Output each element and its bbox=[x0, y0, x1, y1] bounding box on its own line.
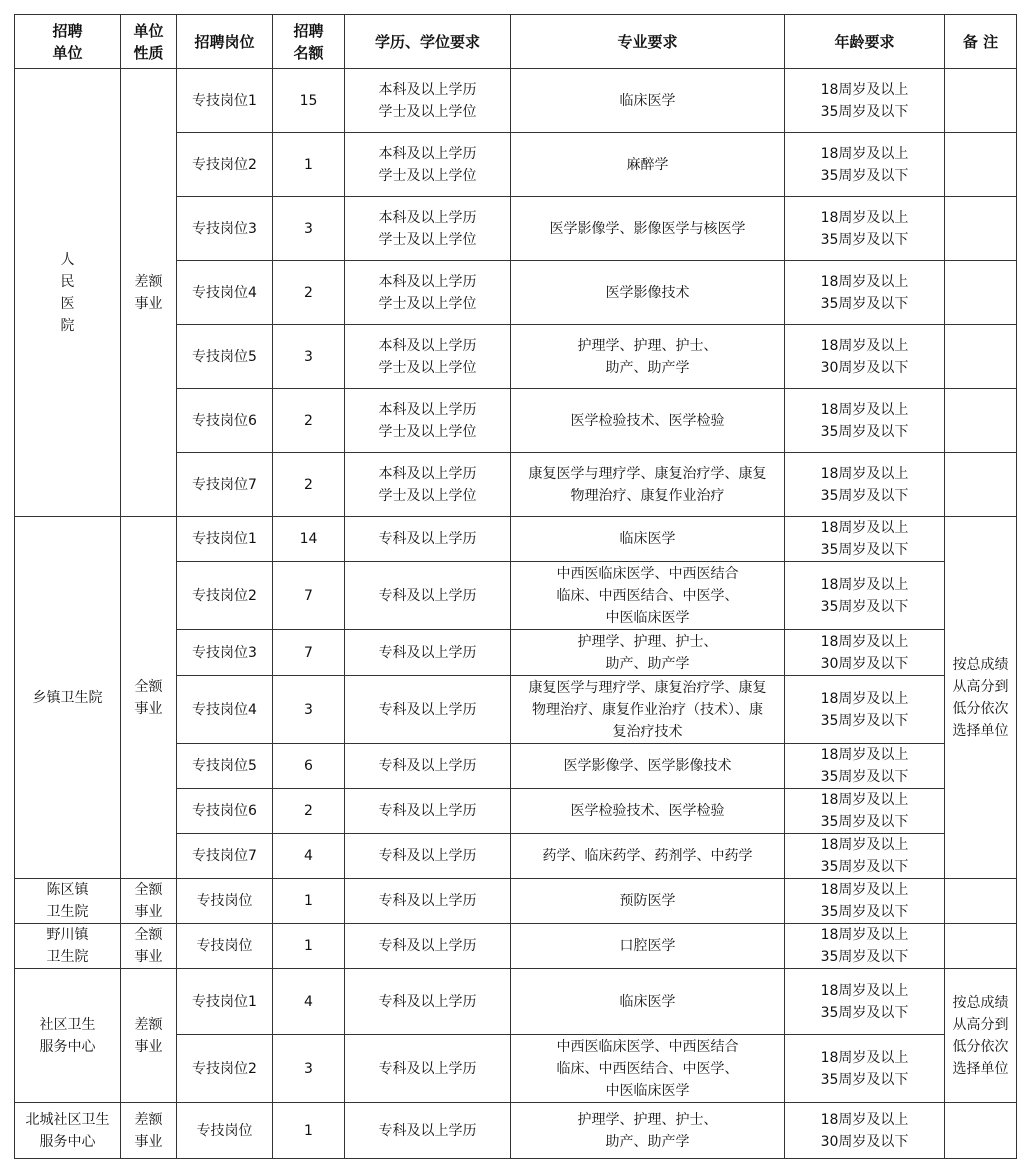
major-cell: 临床医学 bbox=[511, 969, 785, 1035]
position-cell: 专技岗位 bbox=[177, 879, 273, 924]
position-cell: 专技岗位4 bbox=[177, 261, 273, 325]
quota-cell: 7 bbox=[273, 630, 345, 676]
age-cell: 18周岁及以上 35周岁及以下 bbox=[785, 133, 945, 197]
major-cell: 护理学、护理、护士、 助产、助产学 bbox=[511, 630, 785, 676]
position-cell: 专技岗位3 bbox=[177, 630, 273, 676]
education-cell: 本科及以上学历 学士及以上学位 bbox=[345, 133, 511, 197]
nature-cell: 差额 事业 bbox=[121, 69, 177, 517]
header-remark: 备 注 bbox=[945, 15, 1017, 69]
position-cell: 专技岗位2 bbox=[177, 1035, 273, 1103]
position-cell: 专技岗位7 bbox=[177, 453, 273, 517]
position-cell: 专技岗位1 bbox=[177, 517, 273, 562]
quota-cell: 1 bbox=[273, 879, 345, 924]
age-cell: 18周岁及以上 30周岁及以下 bbox=[785, 1103, 945, 1159]
unit-cell: 野川镇 卫生院 bbox=[15, 924, 121, 969]
nature-cell: 全额 事业 bbox=[121, 879, 177, 924]
age-cell: 18周岁及以上 35周岁及以下 bbox=[785, 969, 945, 1035]
unit-cell: 陈区镇 卫生院 bbox=[15, 879, 121, 924]
remark-cell bbox=[945, 133, 1017, 197]
age-cell: 18周岁及以上 35周岁及以下 bbox=[785, 517, 945, 562]
header-education: 学历、学位要求 bbox=[345, 15, 511, 69]
table-row bbox=[15, 879, 1017, 924]
remark-cell bbox=[945, 389, 1017, 453]
education-cell: 本科及以上学历 学士及以上学位 bbox=[345, 261, 511, 325]
education-cell: 本科及以上学历 学士及以上学位 bbox=[345, 197, 511, 261]
education-cell: 专科及以上学历 bbox=[345, 630, 511, 676]
quota-cell: 3 bbox=[273, 197, 345, 261]
recruitment-table bbox=[14, 14, 1017, 1159]
quota-cell: 4 bbox=[273, 834, 345, 879]
position-cell: 专技岗位1 bbox=[177, 69, 273, 133]
unit-cell: 乡镇卫生院 bbox=[15, 517, 121, 879]
position-cell: 专技岗位1 bbox=[177, 969, 273, 1035]
education-cell: 专科及以上学历 bbox=[345, 879, 511, 924]
quota-cell: 7 bbox=[273, 562, 345, 630]
quota-cell: 15 bbox=[273, 69, 345, 133]
quota-cell: 2 bbox=[273, 453, 345, 517]
position-cell: 专技岗位6 bbox=[177, 389, 273, 453]
position-cell: 专技岗位3 bbox=[177, 197, 273, 261]
table-row bbox=[15, 1103, 1017, 1159]
header-position: 招聘岗位 bbox=[177, 15, 273, 69]
major-cell: 医学影像技术 bbox=[511, 261, 785, 325]
quota-cell: 6 bbox=[273, 744, 345, 789]
remark-cell bbox=[945, 69, 1017, 133]
position-cell: 专技岗位2 bbox=[177, 133, 273, 197]
education-cell: 本科及以上学历 学士及以上学位 bbox=[345, 389, 511, 453]
major-cell: 口腔医学 bbox=[511, 924, 785, 969]
age-cell: 18周岁及以上 35周岁及以下 bbox=[785, 676, 945, 744]
major-cell: 药学、临床药学、药剂学、中药学 bbox=[511, 834, 785, 879]
remark-cell bbox=[945, 325, 1017, 389]
major-cell: 麻醉学 bbox=[511, 133, 785, 197]
education-cell: 专科及以上学历 bbox=[345, 789, 511, 834]
nature-cell: 差额 事业 bbox=[121, 1103, 177, 1159]
table-row bbox=[15, 969, 1017, 1035]
unit-cell: 北城社区卫生 服务中心 bbox=[15, 1103, 121, 1159]
remark-cell bbox=[945, 879, 1017, 924]
table-row bbox=[15, 924, 1017, 969]
age-cell: 18周岁及以上 35周岁及以下 bbox=[785, 389, 945, 453]
age-cell: 18周岁及以上 35周岁及以下 bbox=[785, 69, 945, 133]
quota-cell: 2 bbox=[273, 389, 345, 453]
age-cell: 18周岁及以上 35周岁及以下 bbox=[785, 562, 945, 630]
major-cell: 临床医学 bbox=[511, 517, 785, 562]
position-cell: 专技岗位6 bbox=[177, 789, 273, 834]
major-cell: 康复医学与理疗学、康复治疗学、康复 物理治疗、康复作业治疗 bbox=[511, 453, 785, 517]
education-cell: 专科及以上学历 bbox=[345, 562, 511, 630]
age-cell: 18周岁及以上 35周岁及以下 bbox=[785, 879, 945, 924]
education-cell: 专科及以上学历 bbox=[345, 1035, 511, 1103]
education-cell: 专科及以上学历 bbox=[345, 834, 511, 879]
age-cell: 18周岁及以上 35周岁及以下 bbox=[785, 1035, 945, 1103]
major-cell: 医学影像学、医学影像技术 bbox=[511, 744, 785, 789]
remark-cell bbox=[945, 1103, 1017, 1159]
header-unit: 招聘 单位 bbox=[15, 15, 121, 69]
major-cell: 护理学、护理、护士、 助产、助产学 bbox=[511, 1103, 785, 1159]
age-cell: 18周岁及以上 35周岁及以下 bbox=[785, 453, 945, 517]
major-cell: 中西医临床医学、中西医结合 临床、中西医结合、中医学、 中医临床医学 bbox=[511, 562, 785, 630]
education-cell: 专科及以上学历 bbox=[345, 924, 511, 969]
major-cell: 中西医临床医学、中西医结合 临床、中西医结合、中医学、 中医临床医学 bbox=[511, 1035, 785, 1103]
remark-cell: 按总成绩 从高分到 低分依次 选择单位 bbox=[945, 517, 1017, 879]
major-cell: 康复医学与理疗学、康复治疗学、康复 物理治疗、康复作业治疗（技术）、康 复治疗技术 bbox=[511, 676, 785, 744]
quota-cell: 2 bbox=[273, 789, 345, 834]
position-cell: 专技岗位 bbox=[177, 924, 273, 969]
table-row bbox=[15, 517, 1017, 562]
education-cell: 本科及以上学历 学士及以上学位 bbox=[345, 69, 511, 133]
position-cell: 专技岗位7 bbox=[177, 834, 273, 879]
major-cell: 预防医学 bbox=[511, 879, 785, 924]
age-cell: 18周岁及以上 30周岁及以下 bbox=[785, 325, 945, 389]
position-cell: 专技岗位4 bbox=[177, 676, 273, 744]
quota-cell: 1 bbox=[273, 1103, 345, 1159]
education-cell: 专科及以上学历 bbox=[345, 969, 511, 1035]
nature-cell: 全额 事业 bbox=[121, 924, 177, 969]
remark-cell bbox=[945, 924, 1017, 969]
nature-cell: 全额 事业 bbox=[121, 517, 177, 879]
education-cell: 本科及以上学历 学士及以上学位 bbox=[345, 453, 511, 517]
header-row bbox=[15, 15, 1017, 69]
remark-cell: 按总成绩 从高分到 低分依次 选择单位 bbox=[945, 969, 1017, 1103]
position-cell: 专技岗位 bbox=[177, 1103, 273, 1159]
unit-cell: 社区卫生 服务中心 bbox=[15, 969, 121, 1103]
unit-cell: 人 民 医 院 bbox=[15, 69, 121, 517]
remark-cell bbox=[945, 197, 1017, 261]
quota-cell: 4 bbox=[273, 969, 345, 1035]
quota-cell: 14 bbox=[273, 517, 345, 562]
quota-cell: 3 bbox=[273, 325, 345, 389]
age-cell: 18周岁及以上 35周岁及以下 bbox=[785, 789, 945, 834]
age-cell: 18周岁及以上 35周岁及以下 bbox=[785, 924, 945, 969]
header-nature: 单位 性质 bbox=[121, 15, 177, 69]
education-cell: 专科及以上学历 bbox=[345, 1103, 511, 1159]
major-cell: 医学检验技术、医学检验 bbox=[511, 389, 785, 453]
major-cell: 临床医学 bbox=[511, 69, 785, 133]
major-cell: 医学检验技术、医学检验 bbox=[511, 789, 785, 834]
age-cell: 18周岁及以上 35周岁及以下 bbox=[785, 261, 945, 325]
education-cell: 专科及以上学历 bbox=[345, 676, 511, 744]
age-cell: 18周岁及以上 35周岁及以下 bbox=[785, 744, 945, 789]
position-cell: 专技岗位5 bbox=[177, 325, 273, 389]
header-major: 专业要求 bbox=[511, 15, 785, 69]
quota-cell: 1 bbox=[273, 924, 345, 969]
header-age: 年龄要求 bbox=[785, 15, 945, 69]
quota-cell: 3 bbox=[273, 1035, 345, 1103]
header-quota: 招聘 名额 bbox=[273, 15, 345, 69]
table-row bbox=[15, 69, 1017, 133]
age-cell: 18周岁及以上 30周岁及以下 bbox=[785, 630, 945, 676]
education-cell: 本科及以上学历 学士及以上学位 bbox=[345, 325, 511, 389]
education-cell: 专科及以上学历 bbox=[345, 744, 511, 789]
major-cell: 医学影像学、影像医学与核医学 bbox=[511, 197, 785, 261]
age-cell: 18周岁及以上 35周岁及以下 bbox=[785, 197, 945, 261]
remark-cell bbox=[945, 453, 1017, 517]
education-cell: 专科及以上学历 bbox=[345, 517, 511, 562]
position-cell: 专技岗位2 bbox=[177, 562, 273, 630]
remark-cell bbox=[945, 261, 1017, 325]
quota-cell: 2 bbox=[273, 261, 345, 325]
nature-cell: 差额 事业 bbox=[121, 969, 177, 1103]
quota-cell: 1 bbox=[273, 133, 345, 197]
quota-cell: 3 bbox=[273, 676, 345, 744]
age-cell: 18周岁及以上 35周岁及以下 bbox=[785, 834, 945, 879]
position-cell: 专技岗位5 bbox=[177, 744, 273, 789]
major-cell: 护理学、护理、护士、 助产、助产学 bbox=[511, 325, 785, 389]
